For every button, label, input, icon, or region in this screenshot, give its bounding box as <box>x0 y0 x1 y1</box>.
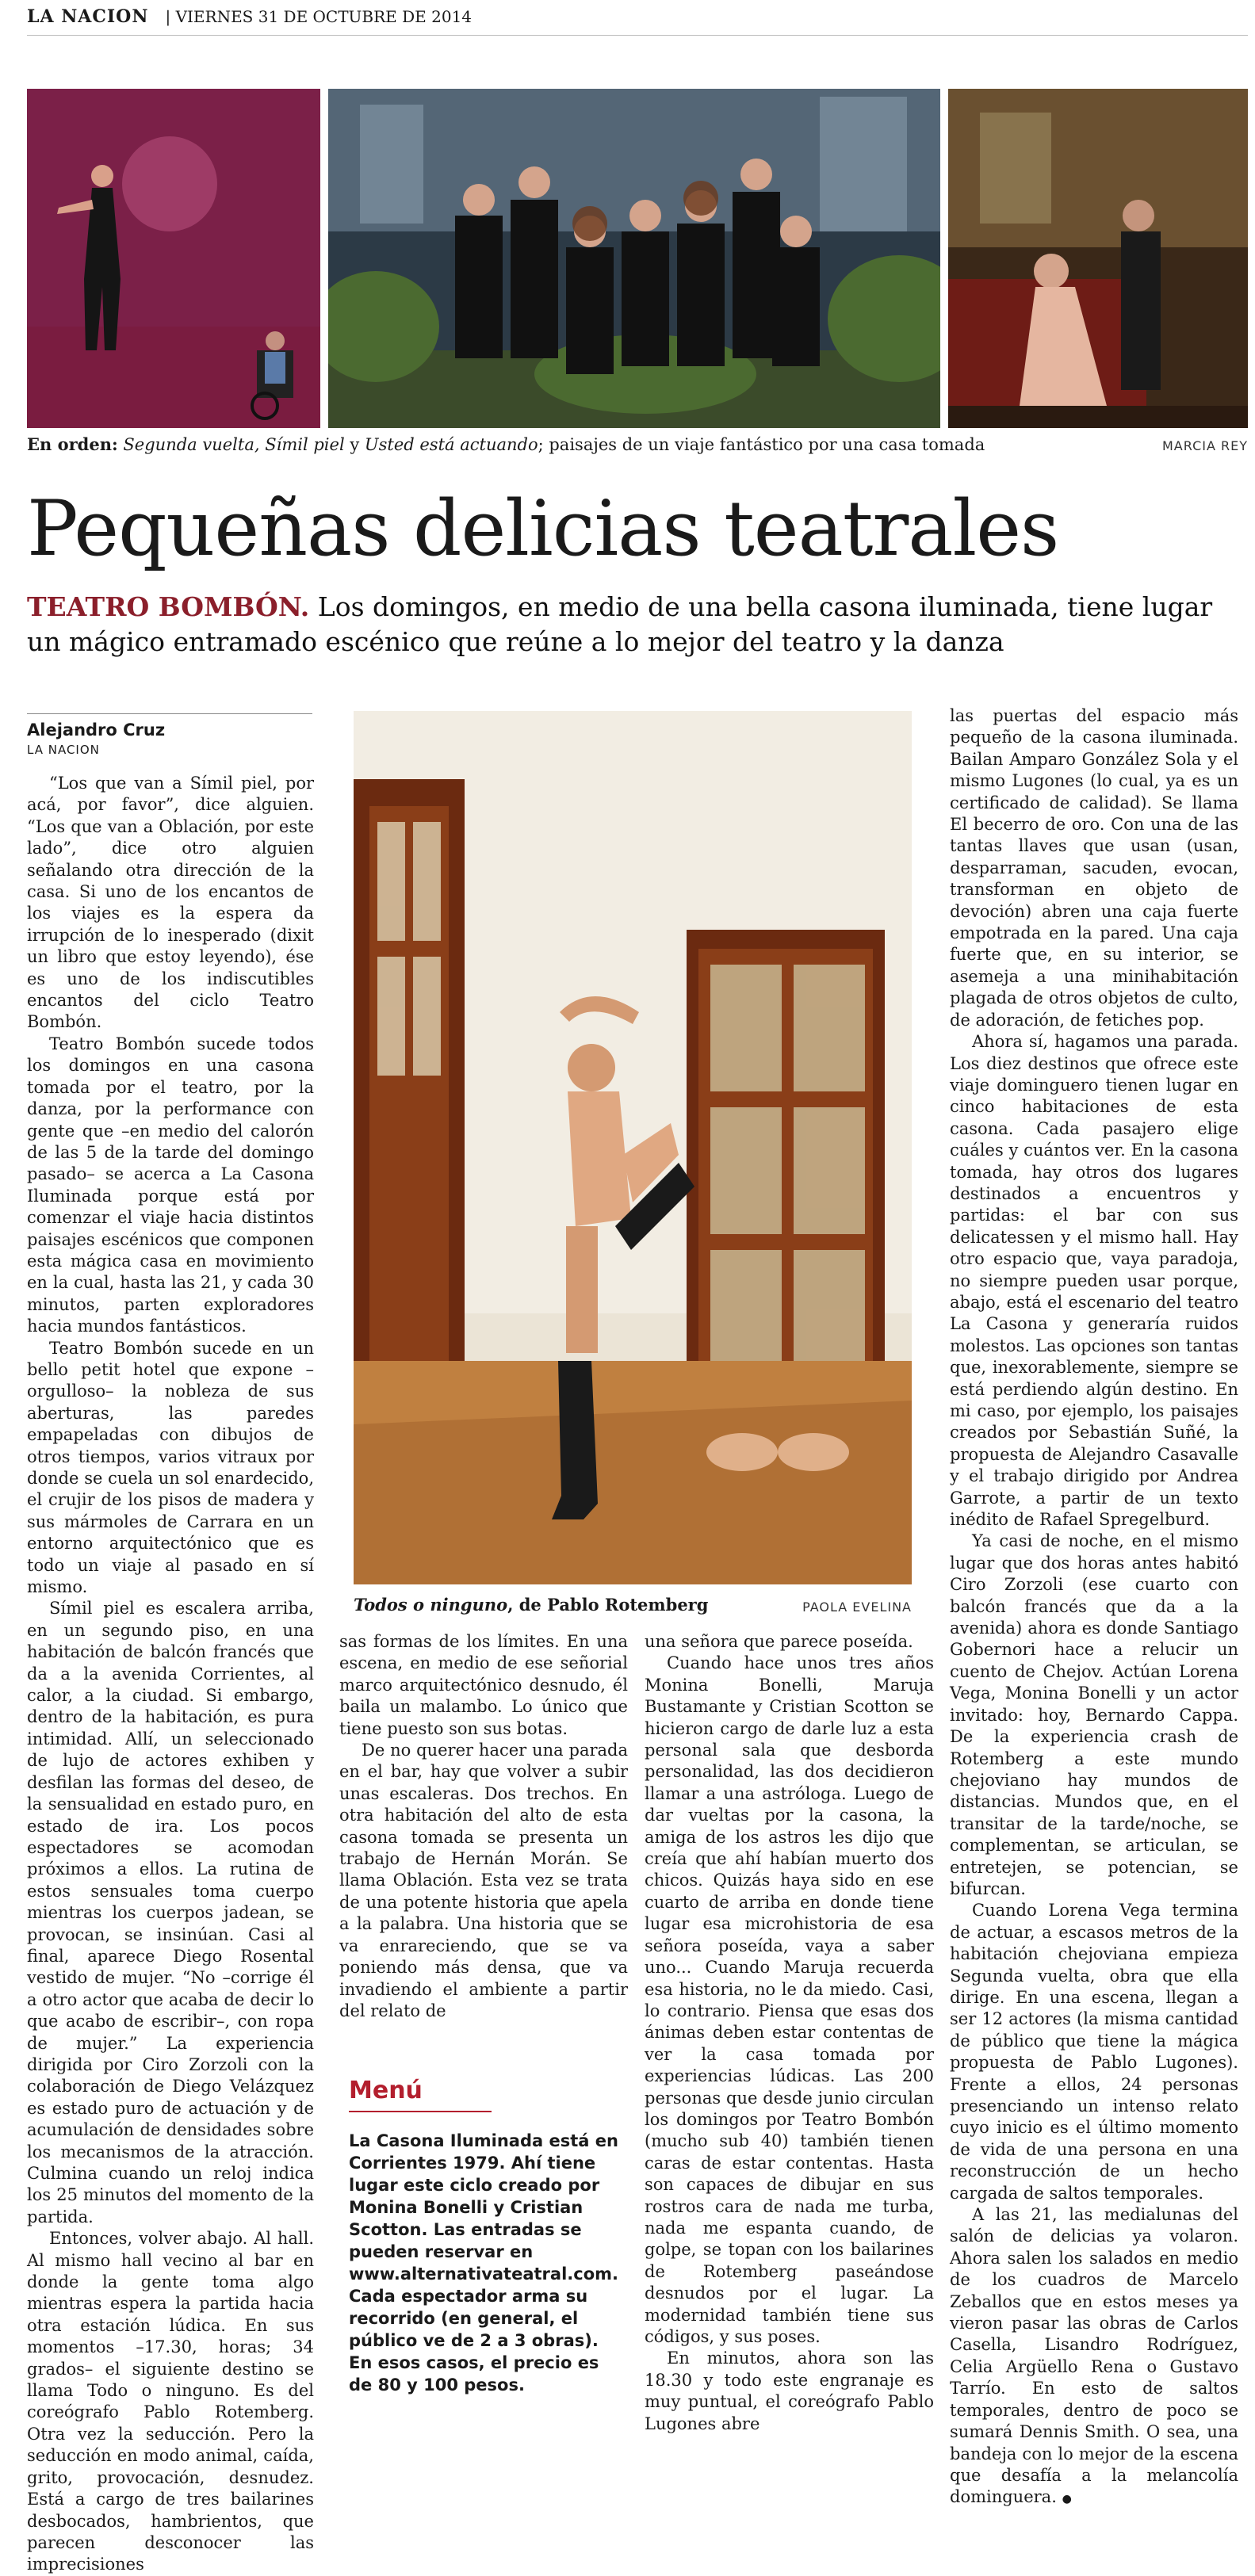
column-2 <box>339 1631 628 2022</box>
paragraph: A las 21, las medialunas del salón de delicias ya volaron. Ahora salen los salados en medio de los cuadros de Marcelo Zeballos que en estos meses ya vieron pasar las obras de Carlos Casella, Lisandro Rodríguez, Celia Argüello Rena o Gustavo Tarrío. En esto de saltos temporales, dentro de poco se sumará Dennis Smith. O sea, una bandeja con lo mejor de la escena que desafía a la melancolía dominguera. ● <box>950 2205 1238 2507</box>
column-4 <box>950 705 1238 2511</box>
column-3 <box>645 1631 934 2435</box>
group-portrait-image <box>328 89 940 428</box>
dancer-stage-image <box>27 89 320 428</box>
menu-text: La Casona Iluminada está en Corrientes 1979. Ahí tiene lugar este ciclo creado por Monina Bonelli y Cristian Scotton. Las entradas se pueden reservar en www.alternativateatral.com. Cada espectador arma su recorrido (en general, el público ve de 2 a 3 obras). En esos casos, el precio es de 80 y 100 pesos. <box>349 2131 618 2394</box>
photo-segunda-vuelta <box>27 89 320 428</box>
menu-title: Menú <box>349 2077 423 2104</box>
paragraph: Teatro Bombón sucede todos los domingos en una casona tomada por el teatro, por la danza, por la performance con gente que –en medio del calorón de las 5 de la tarde del domingo pasado– se acerca a La Casona Iluminada porque está por comenzar el viaje hacia distintos paisajes escénicos que componen esta mágica casa en movimiento en la cual, hasta las 21, y cada 30 minutos, parten exploradores hacia mundos fantásticos. <box>27 1034 314 1336</box>
page-header <box>27 6 1248 36</box>
menu-box <box>349 2077 626 2396</box>
author-name: Alejandro Cruz <box>27 720 166 740</box>
section-kicker: TEATRO BOMBÓN. <box>27 591 310 622</box>
paragraph: “Los que van a Símil piel, por acá, por favor”, dice alguien. “Los que van a Oblación, por este lado”, dice otro alguien señalando otra dirección de la casa. Si uno de los encantos de los viajes es la espera da irrupción de lo inesperado (dixit un libro que estoy leyendo), ése es uno de los indiscutibles encantos del ciclo Teatro Bombón. <box>27 774 314 1032</box>
author-org: LA NACION <box>27 743 100 757</box>
paragraph: sas formas de los límites. En una escena, en medio de ese señorial marco arquitectónico desnudo, él baila un malambo. Lo único que tiene puesto son sus botas. <box>339 1632 628 1738</box>
center-photo <box>354 711 912 1584</box>
center-photo-credit: PAOLA EVELINA <box>802 1599 912 1615</box>
paragraph: Cuando Lorena Vega termina de actuar, a escasos metros de la habitación chejoviana empieza Segunda vuelta, obra que ella dirige. En una escena, llegan a ser 12 actores (la misma cantidad de público que tiene la mágica propuesta de Pablo Lugones). Frente a ellos, 24 personas presenciando un intenso relato cuyo inicio es el último momento de vida de una persona en una reconstrucción de un hecho cargada de saltos temporales. <box>950 1901 1238 2203</box>
deck: TEATRO BOMBÓN. Los domingos, en medio de una bella casona iluminada, tiene lugar un mágico entramado escénico que reúne a lo mejor del teatro y la danza <box>27 591 1213 657</box>
paragraph: Símil piel es escalera arriba, en un segundo piso, en una habitación de balcón francés que da a la avenida Corrientes, al calor, a la ciudad. Si embargo, dentro de la habitación, es pura intimidad. Allí, un seleccionado de lujo de actores exhiben y desfilan las formas del deseo, de la sensualidad en estado puro, en estado de ira. Los pocos espectadores se acomodan próximos a ellos. La rutina de estos sensuales toma cuerpo mientras los cuerpos jadean, se provocan, se insinúan. Casi al final, aparece Diego Rosental vestido de mujer. “No –corrige él a otro actor que acaba de decir lo que acabo de escribir–, con ropa de mujer.” La experiencia dirigida por Ciro Zorzoli con la colaboración de Diego Velázquez es estado puro de actuación y de acumulación de densidades sobre los mecanismos de la atracción. Culmina cuando un reloj indica los 25 minutos del momento de la partida. <box>27 1599 314 2226</box>
photo-usted-esta-actuando <box>948 89 1248 428</box>
paragraph: Teatro Bombón sucede en un bello petit hotel que expone –orgulloso– la nobleza de sus aberturas, las paredes empapeladas con dibujos de otros tiempos, varios vitraux por donde se cuela un sol enardecido, el crujir de los pisos de madera y sus mármoles de Carrara en un entorno arquitectónico que es todo un viaje al pasado en sí mismo. <box>27 1338 314 1597</box>
paragraph: las puertas del espacio más pequeño de la casona iluminada. Bailan Amparo González Sola y el mismo Lugones (lo cual, ya es un certificado de calidad). Se llama El becerro de oro. Con una de las tantas llaves que usan (usan, desparraman, sacuden, evocan, transforman en objeto de devoción) abren una caja fuerte empotrada en la pared. Una caja fuerte que, en su interior, se asemeja a una minihabitación plagada de otros objetos de culto, de adoración, de fetiches pop. <box>950 706 1238 1030</box>
sofa-scene-image <box>948 89 1248 428</box>
paragraph: una señora que parece poseída. <box>645 1632 913 1651</box>
paragraph: Ya casi de noche, en el mismo lugar que dos horas antes habitó Ciro Zorzoli (ese cuarto con balcón francés que da a la avenida) ahora es donde Santiago Gobernori hace a relucir un cuento de Chejov. Actúan Lorena Vega, Monina Bonelli y un actor invitado: hoy, Bernardo Cappa. De la experiencia crash de Rotemberg a este mundo chejoviano hay mundos de distancias. Mundos que, en el transitar de la tarde/noche, se complementan, se articulan, se entretejen, se potencian, se bifurcan. <box>950 1531 1238 1898</box>
byline <box>27 713 312 757</box>
top-photo-caption: En orden: Segunda vuelta, Símil piel y Usted está actuando; paisajes de un viaje fantástico por una casa tomada <box>27 434 985 454</box>
menu-rule <box>349 2111 492 2112</box>
paragraph: Cuando hace unos tres años Monina Bonelli, Maruja Bustamante y Cristian Scotton se hicieron cargo de darle luz a esta personal sala que desborda personalidad, las dos decidieron llamar a una astróloga. Luego de dar vueltas por la casona, la amiga de los astros les dijo que creía que ahí habían muerto dos chicos. Quizás haya sido en ese cuarto de arriba en donde tiene lugar esa microhistoria de esa señora poseída, vaya a saber uno... Cuando Maruja recuerda esa historia, no le da miedo. Casi, lo contrario. Piensa que esas dos ánimas deben estar contentas de ver la casa tomada por experiencias lúdicas. Las 200 personas que desde junio circulan los domingos por Teatro Bombón (mucho sub 40) también tienen caras de estar contentas. Hasta son capaces de dibujar en sus rostros cara de nada me turba, nada me espanta cuando, de golpe, se topan con los bailarines de Rotemberg paseándose desnudos por el lugar. La modernidad también tiene sus códigos, y sus poses. <box>645 1653 934 2346</box>
column-1 <box>27 773 314 2576</box>
paragraph: Entonces, volver abajo. Al hall. Al mismo hall vecino al bar en donde la gente toma algo mientras espera la partida hacia otra estación lúdica. En sus momentos –17.30, horas; 34 grados– el siguiente destino se llama Todo o ninguno. Es del coreógrafo Pablo Rotemberg. Otra vez la seducción. Pero la seducción en modo animal, caída, grito, provocación, desnudez. Está a cargo de tres bailarines desbocados, hambrientos, que parecen desconocer las imprecisiones <box>27 2229 314 2574</box>
newspaper-name: LA NACION <box>27 6 149 27</box>
paragraph: Ahora sí, hagamos una parada. Los diez destinos que ofrece este viaje dominguero tienen lugar en cinco habitaciones de esta casona. Cada pasajero elige cuáles y cuántos ver. En la casona tomada, hay otros dos lugares destinados a encuentros y partidas: el bar con sus delicatessen y el mismo hall. Hay otro espacio que, vaya paradoja, no siempre pueden usar porque, abajo, está el escenario del teatro La Casona y generaría ruidos molestos. Las opciones son tantas que, inexorablemente, siempre se está perdiendo algún destino. En mi caso, por ejemplo, los paisajes creados por Sebastián Suñé, la propuesta de Alejandro Casavalle y el trabajo dirigido por Andrea Garrote, a partir de un texto inédito de Rafael Spregelburd. <box>950 1032 1238 1530</box>
end-mark: ● <box>1062 2493 1072 2506</box>
paragraph: De no querer hacer una parada en el bar, hay que volver a subir unas escaleras. Dos trechos. En otra habitación del alto de esta casona tomada se presenta un trabajo de Hernán Morán. Se llama Oblación. Esta vez se trata de una potente historia que apela a la palabra. Una historia que se va enrareciendo, que se va poniendo más densa, que va invadiendo el ambiente a partir del relato de <box>339 1741 628 2020</box>
headline: Pequeñas delicias teatrales <box>27 484 1059 573</box>
paragraph: En minutos, ahora son las 18.30 y todo este engranaje es muy puntual, el coreógrafo Pablo Lugones abre <box>645 2349 934 2433</box>
top-photo-credit: MARCIA REY <box>1162 438 1248 453</box>
center-photo-caption: Todos o ninguno, de Pablo Rotemberg <box>354 1595 709 1615</box>
dancer-in-boots-image <box>354 711 912 1584</box>
photo-simil-piel <box>328 89 940 428</box>
edition-date: | VIERNES 31 DE OCTUBRE DE 2014 <box>165 7 473 26</box>
